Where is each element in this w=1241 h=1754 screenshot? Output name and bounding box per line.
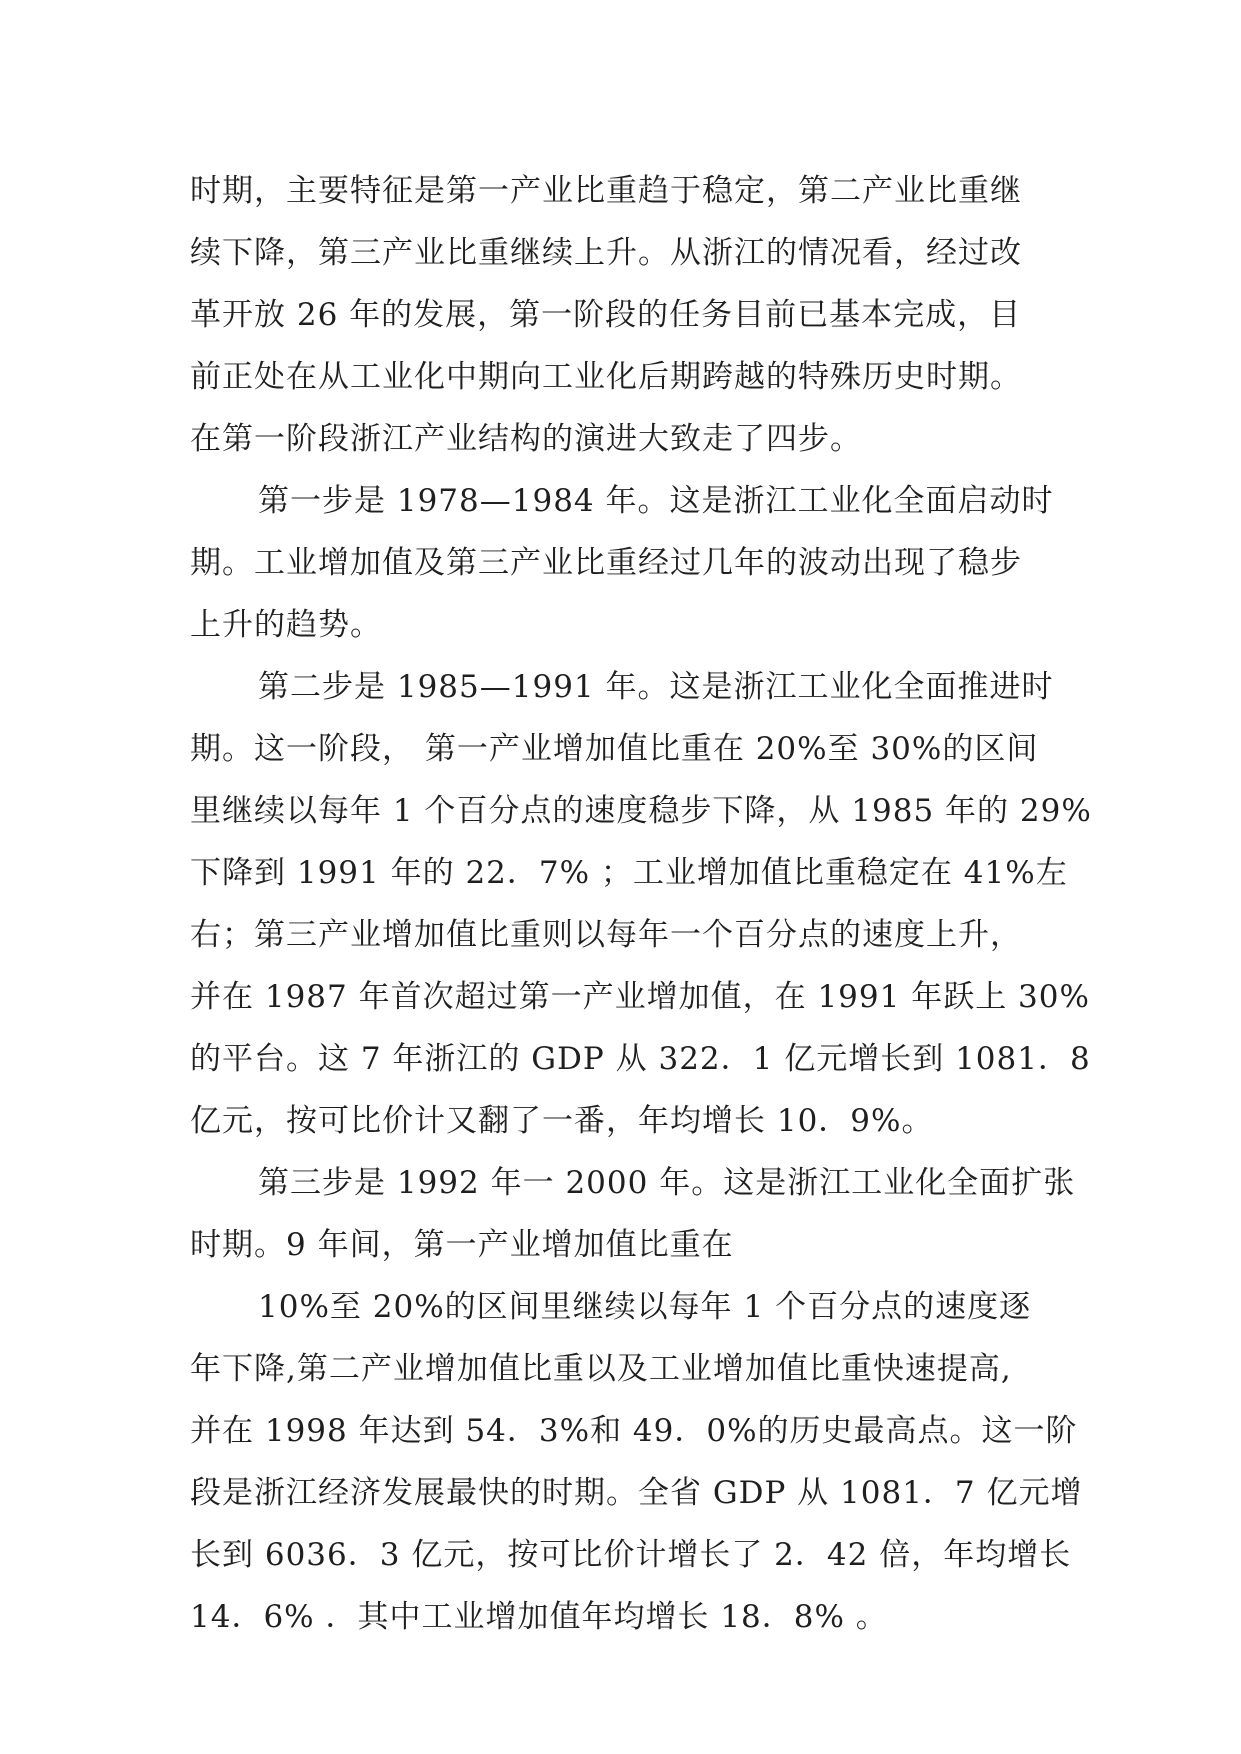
text-line: 的平台。这 7 年浙江的 GDP 从 322．1 亿元增长到 1081．8 [190, 1041, 1091, 1077]
text-line: 下降到 1991 年的 22．7% ；工业增加值比重稳定在 41%左 [190, 855, 1068, 891]
text-line: 年下降,第二产业增加值比重以及工业增加值比重快速提高, [190, 1351, 1012, 1387]
text-line: 里继续以每年 1 个百分点的速度稳步下降，从 1985 年的 29% [190, 793, 1092, 829]
text-line: 在第一阶段浙江产业结构的演进大致走了四步。 [190, 421, 862, 457]
body-text [190, 160, 1092, 1648]
paragraph-start-line: 第二步是 1985—1991 年。这是浙江工业化全面推进时 [258, 669, 1054, 705]
text-line: 革开放 26 年的发展，第一阶段的任务目前已基本完成，目 [190, 297, 1022, 333]
text-line: 并在 1987 年首次超过第一产业增加值，在 1991 年跃上 30% [190, 979, 1090, 1015]
text-line: 长到 6036．3 亿元，按可比价计增长了 2．42 倍，年均增长 [190, 1537, 1072, 1573]
text-line: 期。工业增加值及第三产业比重经过几年的波动出现了稳步 [190, 545, 1022, 581]
paragraph-start-line: 10%至 20%的区间里继续以每年 1 个百分点的速度逐 [258, 1289, 1032, 1325]
text-line: 亿元，按可比价计又翻了一番，年均增长 10．9%。 [190, 1103, 934, 1139]
text-line: 时期，主要特征是第一产业比重趋于稳定，第二产业比重继 [190, 173, 1022, 209]
text-line: 段是浙江经济发展最快的时期。全省 GDP 从 1081．7 亿元增 [190, 1475, 1083, 1511]
text-line: 右；第三产业增加值比重则以每年一个百分点的速度上升， [190, 917, 1022, 953]
text-line: 并在 1998 年达到 54．3%和 49．0%的历史最高点。这一阶 [190, 1413, 1078, 1449]
text-line: 期。这一阶段， 第一产业增加值比重在 20%至 30%的区间 [190, 731, 1039, 767]
text-line: 时期。9 年间，第一产业增加值比重在 [190, 1227, 734, 1263]
paragraph-start-line: 第一步是 1978—1984 年。这是浙江工业化全面启动时 [258, 483, 1054, 519]
text-line: 14．6% ．其中工业增加值年均增长 18．8% 。 [190, 1599, 888, 1635]
text-line: 前正处在从工业化中期向工业化后期跨越的特殊历史时期。 [190, 359, 1022, 395]
text-line: 上升的趋势。 [190, 607, 382, 643]
text-line: 续下降，第三产业比重继续上升。从浙江的情况看，经过改 [190, 235, 1022, 271]
paragraph-start-line: 第三步是 1992 年一 2000 年。这是浙江工业化全面扩张 [258, 1165, 1076, 1201]
